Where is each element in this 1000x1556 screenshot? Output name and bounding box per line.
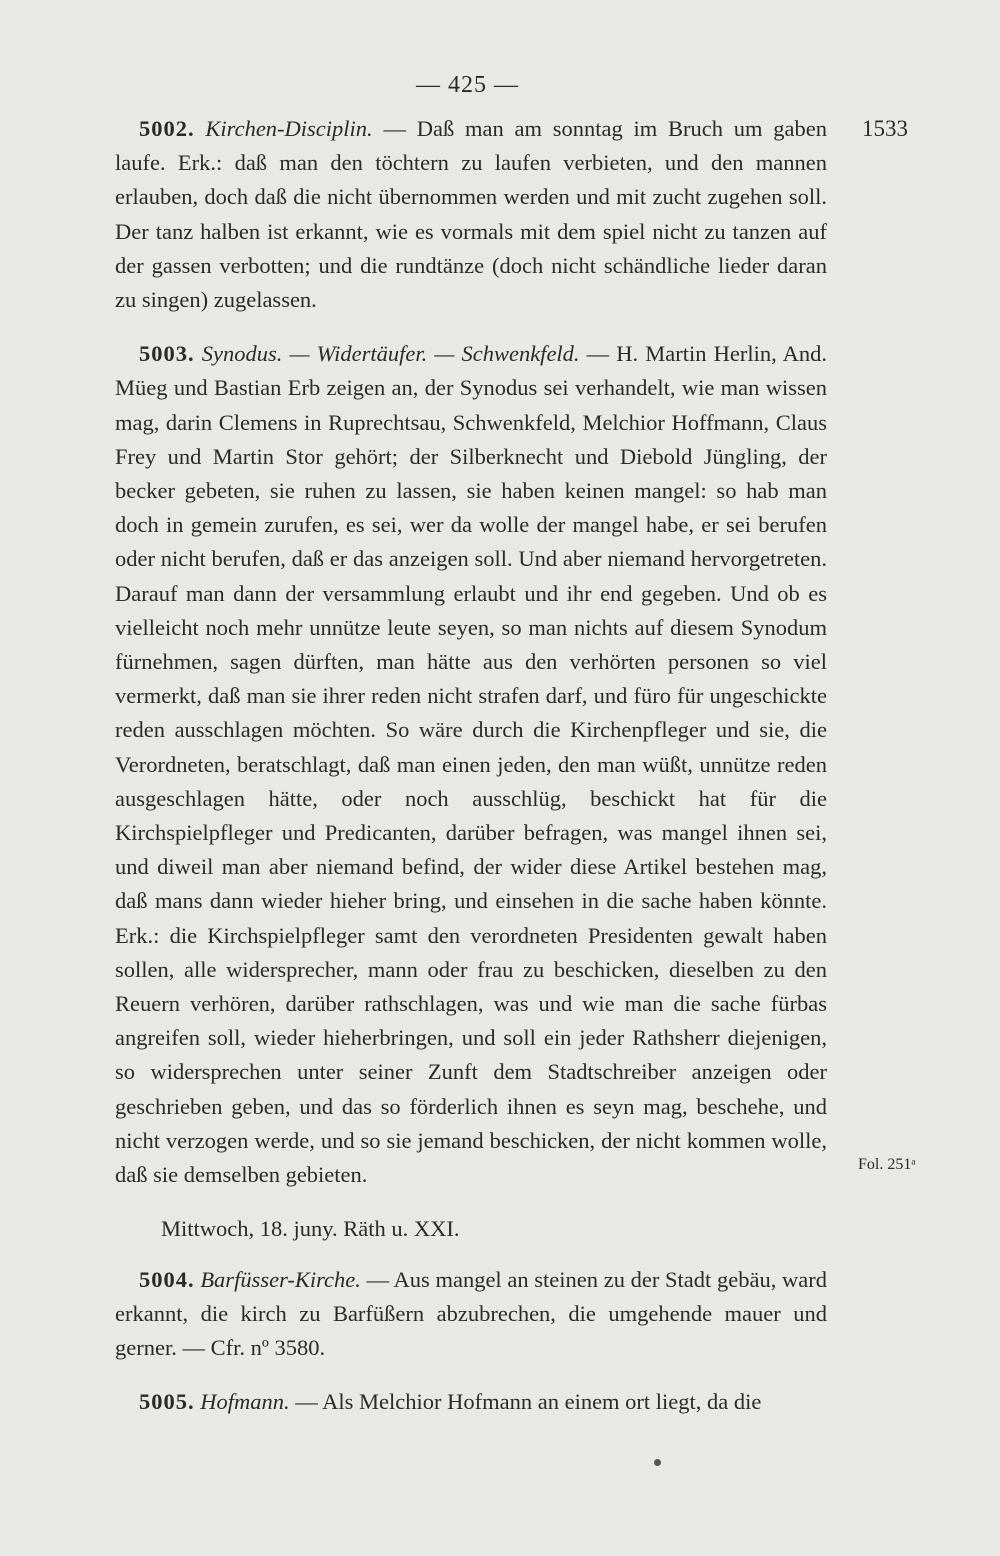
entry-text: — H. Martin Herlin, And. Müeg und Bastian Erb zeigen an, der Synodus sei verhandelt, wie man wissen mag, darin Clemens in Ruprechtsau, Schwenkfeld, Melchior Hoffmann, Claus Frey und Martin Stor gehört; der Silberknecht und Diebold Jüngling, der becker gebeten, sie ruhen zu lassen, sie haben keinen mangel: so hab man doch in gemein zurufen, es sei, wer da wolle der mangel habe, er sei berufen oder nicht berufen, daß er das anzeigen soll. Und aber niemand hervorgetreten. Darauf man dann der versammlung erlaubt und ihr end gegeben. Und ob es vielleicht noch mehr unnütze leute seyen, so man nichts auf diesem Synodum fürnehmen, sagen dürften, man hätte aus den verhörten personen so viel vermerkt, daß man sie ihrer reden nicht strafen darf, und füro für ungeschickte reden ausschlagen möchten. So wäre durch die Kirchenpfleger und sie, die Verordneten, beratschlagt, daß man einen jeden, den man wüßt, unnütze reden ausgeschlagen hätte, oder noch ausschlüg, beschickt hat für die Kirchspielpfleger und Predicanten, darüber befragen, was mangel ihnen sei, und diweil man aber niemand befind, der wider diese Artikel bestehen mag, daß mans dann wieder hieher bring, und einsehen in die sache haben könnte. Erk.: die Kirchspielpfleger samt den verordneten Presidenten gewalt haben sollen, alle widersprecher, mann oder frau zu beschicken, dieselben zu den Reuern verhören, darüber rathschlagen, was und wie man die sache fürbas angreifen soll, wieder hieherbringen, und soll ein jeder Rathsherr diejenigen, so widersprechen unter seiner Zunft dem Stadtschreiber anzeigen oder geschrieben geben, und das so förderlich ihnen es seyn mag, beschehe, und nicht verzogen werde, und so sie jemand beschicken, der nicht kommen wolle, daß sie demselben gebieten. (115, 341, 827, 1188)
entry-text: — Daß man am sonntag im Bruch um gaben laufe. Erk.: daß man den töchtern zu laufen verbieten, und den mannen erlauben, doch daß die nicht übernommen werden und mit zucht zugehen soll. Der tanz halben ist erkannt, wie es vormals mit dem spiel nicht zu tanzen auf der gassen verbotten; und die rundtänze (doch nicht schändliche lieder daran zu singen) zugelassen. (115, 116, 828, 313)
entry-5002 (115, 112, 827, 317)
entry-title: Hofmann. (200, 1389, 290, 1415)
entry-text: — Als Melchior Hofmann an einem ort liegt, da die (289, 1389, 762, 1415)
margin-folio-note: Fol. 251ᵃ (858, 1156, 916, 1173)
entry-title: Barfüsser-Kirche. (200, 1266, 361, 1292)
entry-number: 5005. (139, 1389, 195, 1415)
entry-number: 5002. (139, 116, 195, 141)
entry-5004 (115, 1263, 827, 1366)
entry-5003 (115, 337, 827, 1192)
entry-number: 5004. (139, 1266, 195, 1292)
ink-dot-mark (654, 1459, 661, 1466)
page-number: — 425 — (416, 72, 519, 98)
session-dateline: Mittwoch, 18. juny. Räth u. XXI. (161, 1216, 460, 1242)
entry-number: 5003. (139, 341, 195, 367)
margin-year: 1533 (862, 116, 908, 141)
entry-5005 (115, 1385, 827, 1419)
entry-title: Kirchen-Disciplin. (205, 116, 373, 141)
main-text (115, 112, 827, 1439)
entry-title: Synodus. — Widertäufer. — Schwenkfeld. (201, 341, 580, 367)
entry-text: — Aus mangel an steinen zu der Stadt gebäu, ward erkannt, die kirch zu Barfüßern abzubrechen, die umgehende mauer und gerner. — Cfr. nº 3580. (115, 1266, 827, 1360)
